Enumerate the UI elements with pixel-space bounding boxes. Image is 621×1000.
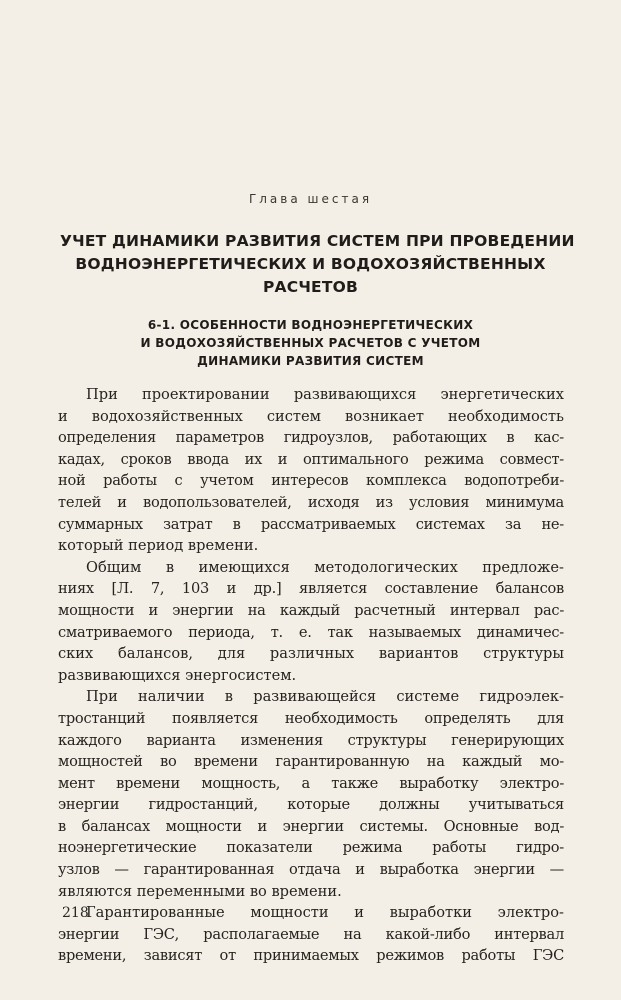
text-line: суммарных затрат в рассматриваемых системах за не- [58, 515, 564, 533]
text-line: ноэнергетические показатели режима работы гидро- [58, 839, 564, 857]
section-title-line: 6-1. ОСОБЕННОСТИ ВОДНОЭНЕРГЕТИЧЕСКИХ [147, 318, 474, 332]
text-line: тростанций появляется необходимость определять для [58, 709, 564, 727]
section-title-line: И ВОДОХОЗЯЙСТВЕННЫХ РАСЧЕТОВ С УЧЕТОМ [140, 336, 481, 350]
text-line: мощности и энергии на каждый расчетный интервал рас- [58, 601, 564, 619]
section-title [80, 316, 541, 370]
text-line: мент времени мощность, а также выработку электро- [58, 774, 564, 792]
text-line: Общим в имеющихся методологических предложе- [86, 558, 564, 576]
text-line: ских балансов, для различных вариантов структуры [58, 645, 564, 663]
text-line: ной работы с учетом интересов комплекса водопотреби- [58, 472, 564, 490]
chapter-title-line: ВОДНОЭНЕРГЕТИЧЕСКИХ И ВОДОХОЗЯЙСТВЕННЫХ [75, 255, 546, 273]
text-line: При наличии в развивающейся системе гидроэлек- [86, 688, 564, 706]
text-line: и водохозяйственных систем возникает необходимость [58, 407, 564, 425]
text-line: сматриваемого периода, т. е. так называемых динамичес- [58, 623, 564, 641]
text-line: телей и водопользователей, исходя из условия минимума [58, 493, 564, 511]
text-line: узлов — гарантированная отдача и выработка энергии — [58, 861, 564, 879]
body-text [58, 384, 564, 967]
text-line: Гарантированные мощности и выработки электро- [86, 904, 564, 922]
text-line: в балансах мощности и энергии системы. Основные вод- [58, 817, 564, 835]
text-line: ниях [Л. 7, 103 и др.] является составление балансов [58, 580, 564, 598]
chapter-label: Глава шестая [248, 192, 373, 206]
text-line: определения параметров гидроузлов, работающих в кас- [58, 429, 564, 447]
text-line: являются переменными во времени. [58, 882, 342, 900]
text-line: мощностей во времени гарантированную на каждый мо- [58, 753, 564, 771]
text-line: времени, зависят от принимаемых режимов работы ГЭС [58, 947, 564, 965]
text-line: развивающихся энергосистем. [58, 666, 297, 684]
text-line: При проектировании развивающихся энергетических [86, 386, 564, 403]
text-line: кадах, сроков ввода их и оптимального режима совмест- [58, 450, 564, 468]
text-line: который период времени. [58, 537, 259, 555]
section-title-line: ДИНАМИКИ РАЗВИТИЯ СИСТЕМ [197, 354, 424, 368]
page-number: 218 [62, 905, 89, 921]
text-line: энергии ГЭС, располагаемые на какой-либо интервал [58, 925, 564, 943]
text-line: каждого варианта изменения структуры генерирующих [58, 731, 564, 749]
chapter-title [60, 230, 575, 299]
text-line: энергии гидростанций, которые должны учитываться [58, 796, 564, 814]
chapter-title-line: УЧЕТ ДИНАМИКИ РАЗВИТИЯ СИСТЕМ ПРИ ПРОВЕДЕНИИ [60, 232, 575, 250]
chapter-title-line: РАСЧЕТОВ [262, 278, 358, 296]
